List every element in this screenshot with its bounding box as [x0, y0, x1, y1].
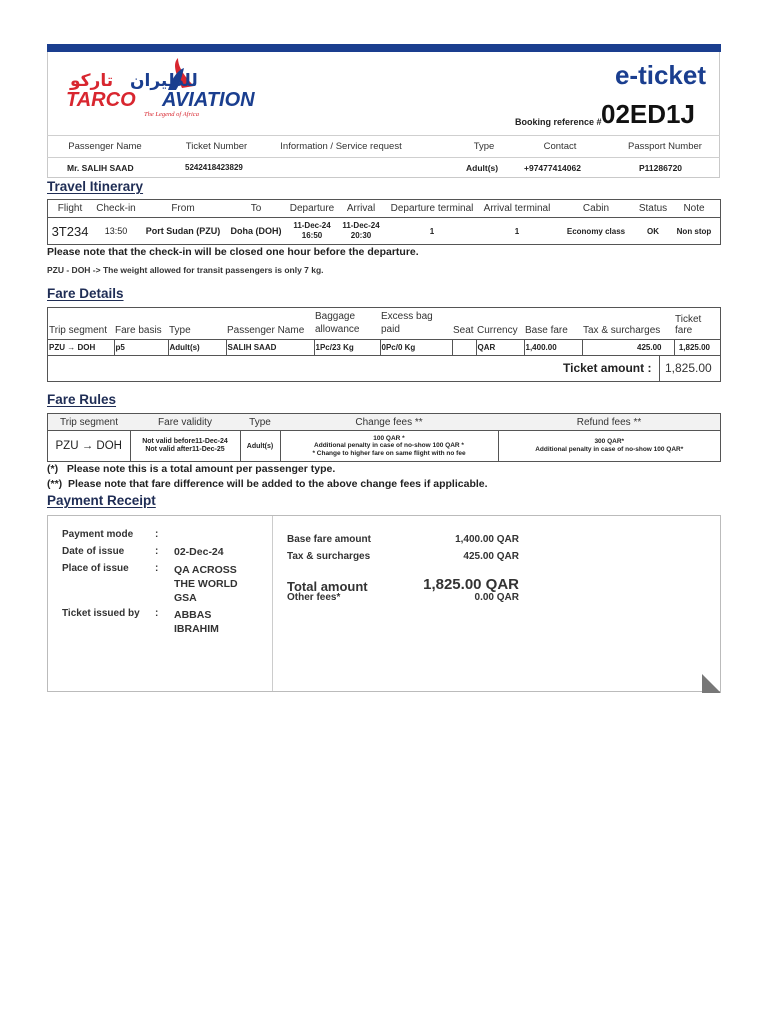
date-of-issue-label: Date of issue	[62, 546, 125, 557]
excess-header-line2: paid	[381, 324, 400, 336]
airline-logo-graphic	[64, 56, 276, 120]
passenger-contact: +97477414062	[524, 163, 581, 173]
departure-terminal-header: Departure terminal	[390, 203, 474, 214]
fare-rules-title: Fare Rules	[47, 392, 117, 407]
payment-receipt-title: Payment Receipt	[47, 493, 156, 508]
seat-header: Seat	[453, 324, 474, 336]
fare-passenger-name: SALIH SAAD	[226, 339, 314, 355]
arrival-terminal: 1	[514, 226, 520, 236]
base-fare-header: Base fare	[525, 324, 568, 336]
excess-header-line1: Excess bag	[381, 311, 433, 323]
to-header: To	[250, 203, 262, 214]
fare-basis: p5	[114, 339, 168, 355]
colon: :	[155, 563, 159, 574]
issued-by-line1: ABBAS	[174, 609, 212, 621]
booking-reference-label: Booking reference #	[515, 117, 602, 127]
tax-surcharges-amount: 425.00 QAR	[463, 551, 519, 562]
tax-amount: 425.00	[582, 339, 674, 355]
cabin-header: Cabin	[582, 203, 610, 214]
tax-surcharges-label: Tax & surcharges	[287, 551, 371, 562]
passenger-name: Mr. SALIH SAAD	[67, 163, 134, 173]
passenger-type: Adult(s)	[466, 163, 499, 173]
fare-row	[48, 339, 720, 355]
other-fees-amount: 0.00 QAR	[474, 592, 519, 603]
departure-terminal: 1	[429, 226, 435, 236]
info-header: Information / Service request	[280, 141, 402, 152]
page-title: e-ticket	[614, 60, 706, 90]
passport-header: Passport Number	[628, 141, 702, 152]
change-noshow-penalty: Additional penalty in case of no-show 100 QAR *	[314, 442, 464, 450]
fare-note-total: (*) Please note this is a total amount per passenger type.	[47, 463, 336, 475]
contact-header: Contact	[543, 141, 577, 152]
type-header: Type	[473, 141, 495, 152]
fare-rules-row	[48, 431, 721, 462]
from-header: From	[171, 203, 195, 214]
status-header: Status	[638, 203, 668, 214]
rules-trip-segment-header: Trip segment	[60, 416, 118, 428]
place-of-issue-label: Place of issue	[62, 563, 129, 574]
departure-time: 16:50	[301, 231, 323, 240]
change-higher-fare-note: * Change to higher fare on same flight with no fee	[312, 449, 466, 457]
total-amount: 1,825.00 QAR	[423, 576, 519, 593]
issued-by	[174, 608, 219, 636]
arrival-terminal-header: Arrival terminal	[483, 203, 551, 214]
validity-after: Not valid after11-Dec-25	[145, 446, 225, 453]
fare-type: Adult(s)	[168, 339, 226, 355]
colon: :	[155, 546, 159, 557]
fare-validity	[130, 431, 240, 462]
baggage-allowance: 1Pc/23 Kg	[314, 339, 380, 355]
place-line3: GSA	[174, 592, 197, 604]
divider	[47, 157, 720, 158]
logo-tarco-text: TARCO	[66, 89, 136, 111]
ticket-amount: 1,825.00	[665, 361, 712, 375]
fare-type-header: Type	[169, 324, 191, 336]
rules-type: Adult(s)	[240, 431, 280, 462]
flight-number: 3T234	[51, 223, 89, 239]
baggage-header-line2: allowance	[315, 324, 360, 336]
colon: :	[155, 608, 159, 619]
place-line1: QA ACROSS	[174, 564, 237, 576]
flight-note: Non stop	[676, 226, 712, 236]
base-fare-amount: 1,400.00 QAR	[455, 534, 519, 545]
ticket-fare: 1,825.00	[678, 342, 710, 352]
flight-header: Flight	[57, 203, 83, 214]
refund-fees-header: Refund fees **	[576, 416, 642, 428]
arrival-date: 11-Dec-24	[342, 221, 380, 230]
baggage-header	[314, 308, 380, 339]
colon: :	[155, 529, 159, 540]
checkin-note: Please note that the check-in will be closed one hour before the departure.	[47, 246, 419, 258]
cabin-class: Economy class	[566, 226, 626, 236]
booking-status: OK	[647, 226, 659, 236]
fare-basis-header: Fare basis	[115, 324, 162, 336]
passenger-name-header: Passenger Name	[227, 324, 305, 336]
transit-weight-note: PZU - DOH -> The weight allowed for transit passengers is only 7 kg.	[47, 265, 324, 275]
fare-details-table	[48, 308, 720, 356]
excess-bag-header	[380, 308, 452, 339]
page-fold-corner	[702, 674, 721, 693]
seat	[452, 339, 476, 355]
itinerary-row	[48, 218, 721, 245]
currency-header: Currency	[477, 324, 518, 336]
excess-bag: 0Pc/0 Kg	[380, 339, 452, 355]
itinerary-title: Travel Itinerary	[47, 179, 144, 194]
departure-header: Departure	[289, 203, 335, 214]
divider	[659, 356, 660, 382]
date-of-issue: 02-Dec-24	[174, 546, 224, 558]
from-airport: Port Sudan (PZU)	[145, 226, 221, 236]
ticket-number-header: Ticket Number	[185, 141, 248, 152]
tax-header: Tax & surcharges	[583, 324, 661, 336]
trip-segment-header: Trip segment	[49, 324, 107, 336]
arrival-datetime	[338, 218, 384, 245]
fare-validity-header: Fare validity	[158, 416, 212, 428]
departure-datetime	[286, 218, 338, 245]
fare-details-title: Fare Details	[47, 286, 124, 301]
baggage-header-line1: Baggage	[315, 311, 356, 323]
svg-text:تاركو: تاركو	[70, 71, 114, 91]
rules-trip-segment: PZU → DOH	[48, 431, 131, 462]
booking-reference: 02ED1J	[601, 99, 695, 129]
checkin-header: Check-in	[96, 203, 136, 214]
change-fees-header: Change fees **	[355, 416, 423, 428]
issued-by-line2: IBRAHIM	[174, 623, 219, 635]
logo-aviation-text: AVIATION	[162, 89, 255, 111]
ticket-amount-label: Ticket amount :	[563, 361, 652, 375]
departure-date: 11-Dec-24	[293, 221, 331, 230]
arrival-time: 20:30	[350, 231, 372, 240]
other-fees-label: Other fees*	[287, 592, 341, 603]
change-fees	[280, 431, 498, 462]
svg-text:The Legend of Africa: The Legend of Africa	[144, 111, 199, 118]
refund-fees	[498, 431, 721, 462]
arrival-header: Arrival	[346, 203, 376, 214]
divider	[47, 135, 720, 136]
ticket-fare-header: Ticket fare	[675, 313, 702, 336]
airline-logo	[64, 56, 276, 120]
passport-number: P11286720	[639, 163, 683, 173]
payment-mode-label: Payment mode	[62, 529, 134, 540]
fare-note-difference: (**) Please note that fare difference will be added to the above change fees if applicable.	[47, 478, 488, 490]
place-of-issue	[174, 563, 238, 605]
checkin-time: 13:50	[104, 226, 128, 236]
itinerary-table	[47, 199, 721, 245]
passenger-name-header: Passenger Name	[68, 141, 142, 152]
validity-before: Not valid before11-Dec-24	[142, 438, 228, 445]
refund-noshow-penalty: Additional penalty in case of no-show 100 QAR*	[535, 446, 684, 453]
note-header: Note	[683, 203, 705, 214]
divider	[272, 516, 273, 691]
rules-type-header: Type	[249, 416, 271, 428]
currency: QAR	[476, 339, 524, 355]
refund-fee-amount: 300 QAR*	[594, 438, 625, 445]
place-line2: THE WORLD	[174, 578, 238, 590]
total-amount-label: Total amount	[287, 579, 368, 594]
svg-text:للطيران: للطيران	[130, 71, 198, 91]
base-fare: 1,400.00	[524, 339, 582, 355]
change-fee-amount: 100 QAR *	[373, 434, 405, 442]
base-fare-amount-label: Base fare amount	[287, 534, 371, 545]
payment-receipt-box	[47, 515, 721, 692]
fare-rules-table	[47, 413, 721, 462]
to-airport: Doha (DOH)	[230, 226, 282, 236]
ticket-number: 5242418423829	[185, 163, 243, 172]
fare-trip-segment: PZU → DOH	[48, 339, 114, 355]
header-top-bar	[47, 44, 721, 52]
issued-by-label: Ticket issued by	[62, 608, 140, 619]
